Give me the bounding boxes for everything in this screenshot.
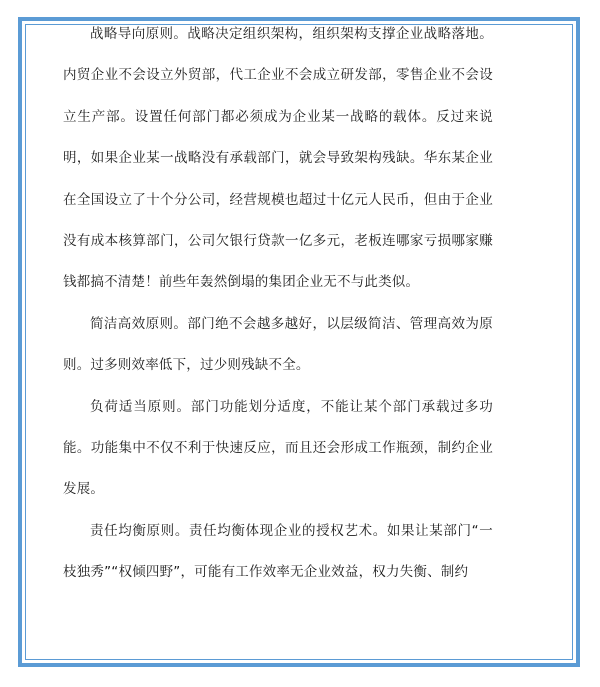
article-body [63,14,493,594]
paragraph-strategy-orientation: 战略导向原则。战略决定组织架构，组织架构支撑企业战略落地。内贸企业不会设立外贸部，代工企业不会成立研发部，零售企业不会设立生产部。设置任何部门都必须成为企业某一战略的载体。反过来说明，如果企业某一战略没有承载部门，就会导致架构残缺。华东某企业在全国设立了十个分公司，经营规模也超过十亿元人民币，但由于企业没有成本核算部门，公司欠银行贷款一亿多元，老板连哪家亏损哪家赚钱都搞不清楚！前些年轰然倒塌的集团企业无不与此类似。 [63,26,493,291]
paragraph-responsibility-balance: 责任均衡原则。责任均衡体现企业的授权艺术。如果让某部门“一枝独秀”“权倾四野”，可能有工作效率无企业效益，权力失衡、制约 [63,522,493,581]
paragraph-appropriate-load: 负荷适当原则。部门功能划分适度，不能让某个部门承载过多功能。功能集中不仅不利于快速反应，而且还会形成工作瓶颈，制约企业发展。 [63,398,493,498]
paragraph-simplicity-efficiency: 简洁高效原则。部门绝不会越多越好，以层级简洁、管理高效为原则。过多则效率低下，过少则残缺不全。 [63,315,493,374]
